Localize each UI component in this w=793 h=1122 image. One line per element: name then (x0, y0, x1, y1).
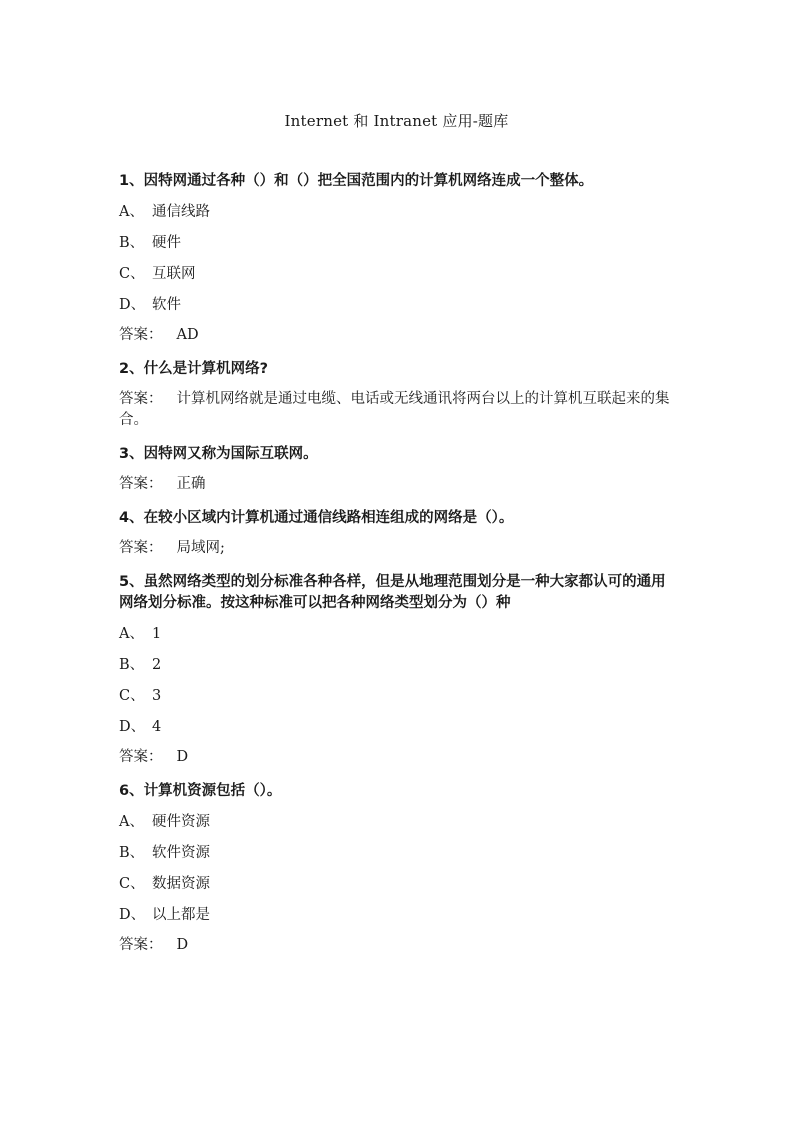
answer-value: D (176, 937, 189, 953)
option-letter: D、 (119, 907, 146, 923)
option-b (119, 232, 679, 254)
option-text: 互联网 (152, 266, 196, 282)
answer-line (119, 747, 679, 768)
option-text: 4 (152, 719, 162, 735)
question-title: 4、在较小区域内计算机通过通信线路相连组成的网络是（）。 (119, 510, 514, 526)
answer-value: D (176, 749, 189, 765)
answer-value: 局域网; (176, 540, 225, 556)
option-text: 软件资源 (152, 845, 210, 861)
option-b (119, 654, 679, 676)
option-a (119, 811, 679, 833)
option-letter: A、 (119, 204, 144, 220)
answer-label: 答案： (119, 327, 163, 343)
option-d (119, 294, 679, 316)
answer-label: 答案： (119, 937, 163, 953)
question-title: 3、因特网又称为国际互联网。 (119, 446, 318, 462)
option-text: 数据资源 (152, 876, 210, 892)
option-text: 硬件资源 (152, 814, 210, 830)
option-text: 软件 (152, 297, 181, 313)
option-text: 2 (152, 657, 162, 673)
answer-line (119, 325, 679, 346)
answer-value: 计算机网络就是通过电缆、电话或无线通讯将两台以上的计算机互联起来的集合。 (119, 391, 670, 428)
option-letter: B、 (119, 657, 145, 673)
answer-line (119, 935, 679, 956)
option-text: 硬件 (152, 235, 181, 251)
answer-value: 正确 (176, 476, 206, 492)
option-letter: D、 (119, 297, 146, 313)
option-letter: B、 (119, 845, 145, 861)
option-letter: A、 (119, 814, 144, 830)
option-letter: C、 (119, 876, 145, 892)
answer-line (119, 538, 679, 559)
option-letter: B、 (119, 235, 145, 251)
question-4 (119, 508, 679, 559)
question-title: 2、什么是计算机网络? (119, 361, 268, 377)
document-title: Internet 和 Intranet 应用-题库 (284, 112, 509, 130)
answer-line (119, 474, 679, 495)
option-c (119, 873, 679, 895)
option-d (119, 904, 679, 926)
answer-label: 答案： (119, 476, 163, 492)
answer-label: 答案： (119, 540, 163, 556)
option-text: 3 (152, 688, 162, 704)
option-b (119, 842, 679, 864)
option-text: 通信线路 (152, 204, 210, 220)
option-d (119, 716, 679, 738)
question-6 (119, 781, 679, 956)
question-list (119, 171, 679, 969)
option-letter: D、 (119, 719, 146, 735)
question-1 (119, 171, 679, 346)
option-text: 以上都是 (152, 907, 210, 923)
answer-value: AD (176, 327, 199, 343)
option-c (119, 685, 679, 707)
option-letter: C、 (119, 266, 145, 282)
option-a (119, 201, 679, 223)
answer-line (119, 389, 679, 431)
option-c (119, 263, 679, 285)
question-title: 6、计算机资源包括（）。 (119, 783, 282, 799)
answer-label: 答案： (119, 749, 163, 765)
option-letter: C、 (119, 688, 145, 704)
question-title: 5、虽然网络类型的划分标准各种各样，但是从地理范围划分是一种大家都认可的通用网络划分标准。按这种标准可以把各种网络类型划分为（）种 (119, 574, 666, 611)
question-title: 1、因特网通过各种（）和（）把全国范围内的计算机网络连成一个整体。 (119, 173, 594, 189)
option-a (119, 623, 679, 645)
answer-label: 答案： (119, 391, 163, 407)
question-5 (119, 572, 679, 768)
question-2 (119, 359, 679, 431)
question-3 (119, 444, 679, 495)
option-text: 1 (152, 626, 162, 642)
option-letter: A、 (119, 626, 144, 642)
